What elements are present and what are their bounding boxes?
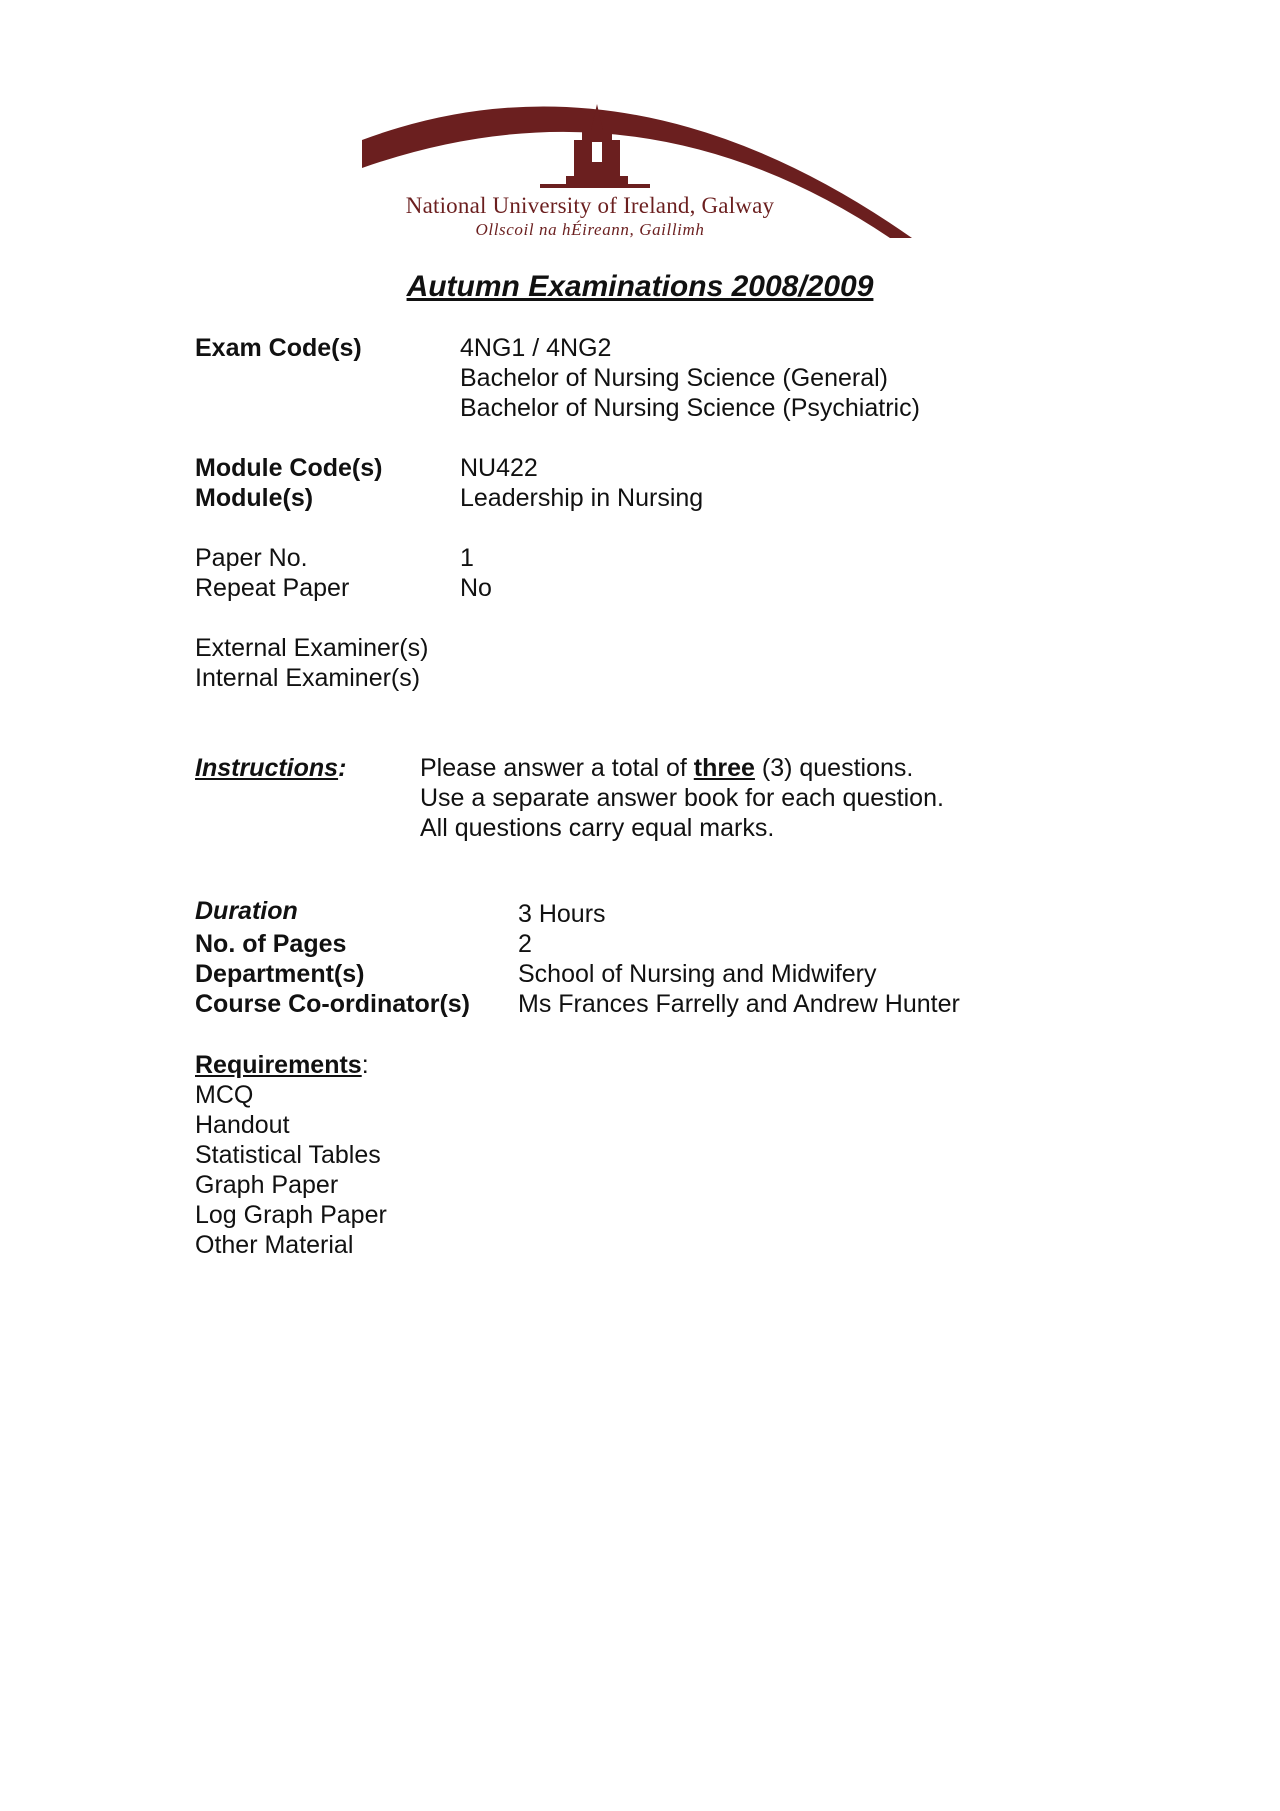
exam-codes-line-1: 4NG1 / 4NG2 bbox=[460, 334, 612, 362]
instructions-line-1-start: Please answer a total of bbox=[420, 754, 694, 782]
exam-codes-line-2: Bachelor of Nursing Science (General) bbox=[460, 364, 888, 392]
requirement-item-log-graph-paper: Log Graph Paper bbox=[195, 1201, 387, 1229]
exam-codes-label: Exam Code(s) bbox=[195, 334, 362, 362]
requirements-label: Requirements bbox=[195, 1051, 362, 1079]
instructions-line-3: All questions carry equal marks. bbox=[420, 814, 775, 842]
exam-codes-line-3: Bachelor of Nursing Science (Psychiatric) bbox=[460, 394, 920, 422]
instructions-heading bbox=[195, 753, 346, 783]
requirements-heading bbox=[195, 1050, 369, 1080]
requirement-item-other-material: Other Material bbox=[195, 1231, 354, 1259]
coordinators-label: Course Co-ordinator(s) bbox=[195, 990, 470, 1018]
instructions-line-2: Use a separate answer book for each question. bbox=[420, 784, 944, 812]
requirement-item-mcq: MCQ bbox=[195, 1081, 254, 1109]
duration-value: 3 Hours bbox=[518, 900, 606, 928]
departments-label: Department(s) bbox=[195, 960, 365, 988]
repeat-paper-value: No bbox=[460, 574, 492, 602]
instructions-emphasis: three bbox=[693, 754, 755, 782]
departments-value: School of Nursing and Midwifery bbox=[518, 960, 877, 988]
internal-examiner-label: Internal Examiner(s) bbox=[195, 664, 421, 692]
instructions-colon: : bbox=[338, 754, 347, 782]
requirement-item-handout: Handout bbox=[195, 1111, 290, 1139]
instructions-line-1 bbox=[420, 753, 913, 783]
coordinators-value: Ms Frances Farrelly and Andrew Hunter bbox=[518, 990, 960, 1018]
module-code-value: NU422 bbox=[460, 454, 538, 482]
requirement-item-statistical-tables: Statistical Tables bbox=[195, 1141, 381, 1169]
paper-no-value: 1 bbox=[460, 544, 474, 572]
module-code-label: Module Code(s) bbox=[195, 454, 383, 482]
page-title: Autumn Examinations 2008/2009 bbox=[406, 270, 874, 303]
logo-name-english: National University of Ireland, Galway bbox=[405, 193, 775, 218]
module-value: Leadership in Nursing bbox=[460, 484, 704, 512]
repeat-paper-label: Repeat Paper bbox=[195, 574, 350, 602]
university-logo bbox=[360, 80, 920, 245]
pages-label: No. of Pages bbox=[195, 930, 347, 958]
external-examiner-label: External Examiner(s) bbox=[195, 634, 429, 662]
duration-label: Duration bbox=[195, 897, 298, 925]
module-label: Module(s) bbox=[195, 484, 314, 512]
instructions-line-1-end: (3) questions. bbox=[754, 754, 914, 782]
pages-value: 2 bbox=[518, 930, 532, 958]
logo-name-irish: Ollscoil na hÉireann, Gaillimh bbox=[475, 220, 705, 239]
paper-no-label: Paper No. bbox=[195, 544, 308, 572]
instructions-label: Instructions bbox=[195, 754, 339, 782]
requirement-item-graph-paper: Graph Paper bbox=[195, 1171, 339, 1199]
requirements-colon: : bbox=[361, 1051, 369, 1079]
